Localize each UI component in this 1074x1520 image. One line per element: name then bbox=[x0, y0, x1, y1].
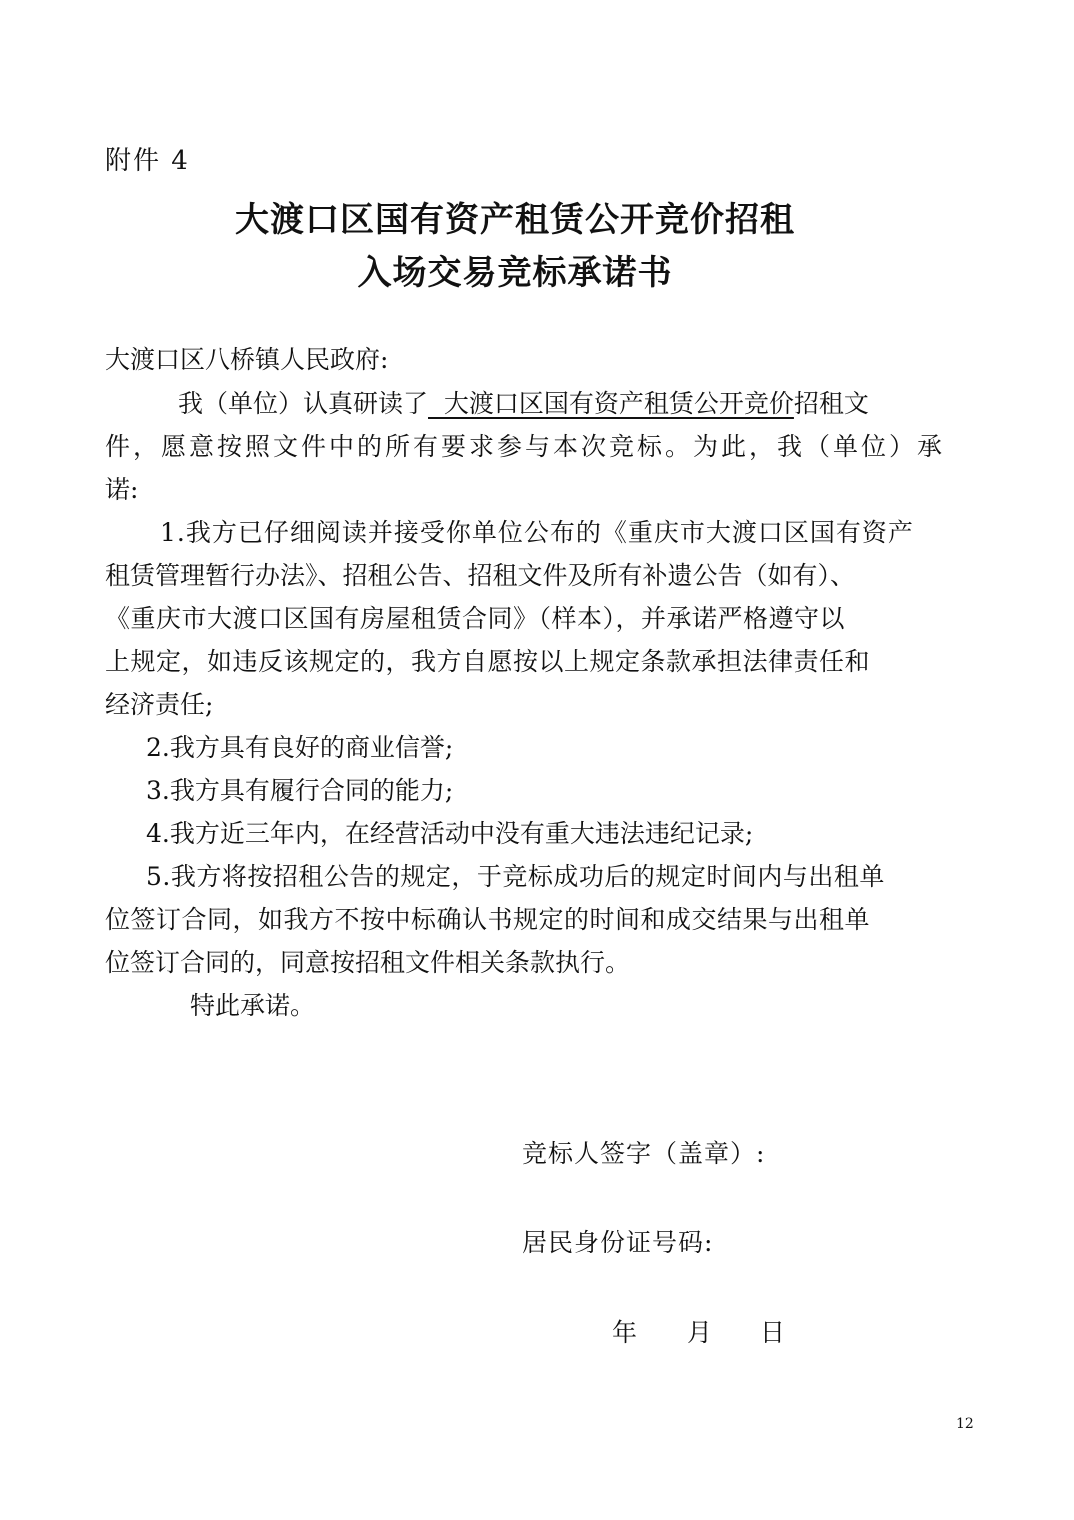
intro-line-3: 诺: bbox=[105, 475, 139, 504]
item-1-line-3: 《重庆市大渡口区国有房屋租赁合同》（样本），并承诺严格遵守以 bbox=[105, 604, 846, 633]
date-month-label: 月 bbox=[687, 1318, 714, 1347]
item-5-line-2: 位签订合同，如我方不按中标确认书规定的时间和成交结果与出租单 bbox=[105, 905, 871, 934]
item-1-line-5: 经济责任; bbox=[105, 690, 214, 719]
item-5-line-1: 5.我方将按招租公告的规定，于竞标成功后的规定时间内与出租单 bbox=[146, 862, 885, 891]
bidder-signature-label: 竞标人签字（盖章）: bbox=[522, 1139, 766, 1168]
date-year-label: 年 bbox=[612, 1318, 639, 1347]
addressee: 大渡口区八桥镇人民政府: bbox=[105, 345, 389, 374]
intro-underlined-doc-name: 大渡口区国有资产租赁公开竞价 bbox=[428, 389, 794, 418]
item-1-line-4: 上规定，如违反该规定的，我方自愿按以上规定条款承担法律责任和 bbox=[105, 647, 871, 676]
document-title-line-2: 入场交易竞标承诺书 bbox=[357, 253, 673, 293]
intro-line-2: 件，愿意按照文件中的所有要求参与本次竞标。为此，我（单位）承 bbox=[105, 432, 946, 461]
document-title-line-1: 大渡口区国有资产租赁公开竞价招租 bbox=[235, 200, 795, 240]
intro-suffix: 招租文 bbox=[793, 389, 869, 418]
attachment-label: 附件 4 bbox=[105, 146, 190, 176]
closing-statement: 特此承诺。 bbox=[190, 991, 316, 1020]
item-1-line-2: 租赁管理暂行办法》、招租公告、招租文件及所有补遗公告（如有）、 bbox=[105, 561, 856, 590]
item-4: 4.我方近三年内，在经营活动中没有重大违法违纪记录; bbox=[146, 819, 754, 848]
date-day-label: 日 bbox=[760, 1318, 787, 1347]
item-2: 2.我方具有良好的商业信誉; bbox=[146, 733, 454, 762]
page-number: 12 bbox=[956, 1416, 974, 1432]
intro-prefix: 我（单位）认真研读了 bbox=[178, 389, 429, 418]
item-3: 3.我方具有履行合同的能力; bbox=[146, 776, 454, 805]
item-1-line-1: 1.我方已仔细阅读并接受你单位公布的《重庆市大渡口区国有资产 bbox=[160, 518, 914, 547]
id-number-label: 居民身份证号码: bbox=[522, 1228, 714, 1257]
item-5-line-3: 位签订合同的，同意按招租文件相关条款执行。 bbox=[105, 948, 631, 977]
intro-line-1 bbox=[178, 384, 978, 420]
